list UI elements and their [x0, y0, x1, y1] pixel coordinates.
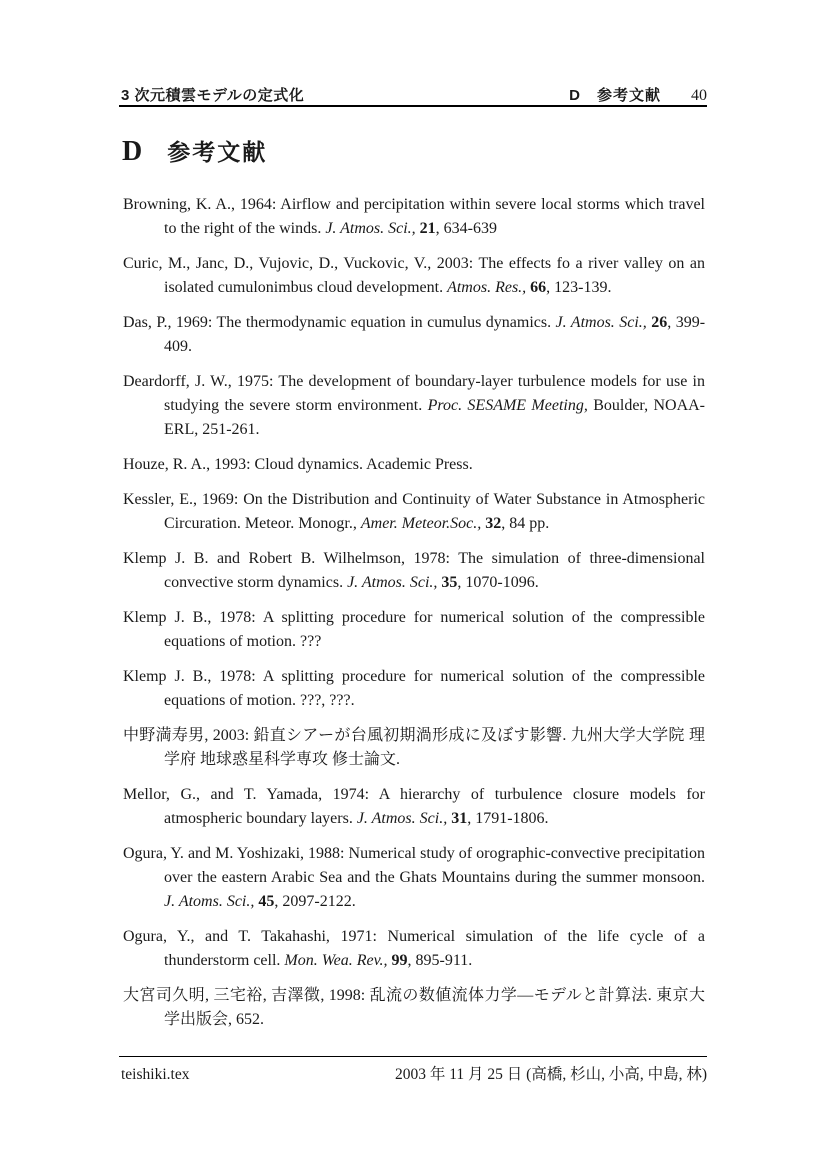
reference-entry: [123, 311, 705, 359]
reference-segment: 大宮司久明, 三宅裕, 吉澤徴, 1998: 乱流の数値流体力学—モデルと計算法. 東京大学出版会, 652.: [123, 987, 705, 1028]
reference-segment: J. Atmos. Sci.,: [356, 810, 448, 827]
footer-rule: [119, 1056, 707, 1057]
reference-segment: Amer. Meteor.Soc.,: [360, 515, 482, 532]
reference-segment: Ogura, Y. and M. Yoshizaki, 1988: Numerical study of orographic-convective precipitation over the eastern Arabic Sea and the Ghats Mountains during the summer monsoon.: [123, 845, 705, 886]
reference-segment: Klemp J. B. and Robert B. Wilhelmson, 1978: The simulation of three-dimensional convective storm dynamics.: [123, 550, 705, 591]
reference-segment: Browning, K. A., 1964: Airflow and percipitation within severe local storms which travel to the right of the winds.: [123, 196, 705, 237]
reference-segment: 32: [485, 515, 502, 532]
reference-entry: [123, 193, 705, 241]
reference-segment: Mon. Wea. Rev.,: [284, 952, 388, 969]
reference-segment: 45: [258, 893, 275, 910]
reference-segment: Ogura, Y., and T. Takahashi, 1971: Numerical simulation of the life cycle of a thunderstorm cell.: [123, 928, 705, 969]
reference-entry: [123, 547, 705, 595]
header-rule: [119, 105, 707, 107]
reference-segment: Mellor, G., and T. Yamada, 1974: A hierarchy of turbulence closure models for atmospheric boundary layers.: [123, 786, 705, 827]
reference-segment: , 895-911.: [407, 952, 473, 969]
reference-segment: Houze, R. A., 1993: Cloud dynamics. Academic Press.: [123, 456, 473, 473]
footer-filename: teishiki.tex: [121, 1066, 190, 1083]
reference-segment: Proc. SESAME Meeting,: [427, 397, 588, 414]
reference-segment: , 634-639: [435, 220, 497, 237]
reference-segment: 26: [651, 314, 668, 331]
reference-segment: , 2097-2122.: [274, 893, 356, 910]
reference-segment: 99: [391, 952, 408, 969]
reference-entry: [123, 453, 705, 477]
reference-segment: , 1070-1096.: [457, 574, 539, 591]
reference-segment: Klemp J. B., 1978: A splitting procedure for numerical solution of the compressible equations of motion. ???: [123, 609, 705, 650]
reference-entry: [123, 984, 705, 1032]
running-head-chapter: 3 次元積雲モデルの定式化: [121, 87, 305, 104]
reference-segment: J. Atmos. Sci.,: [555, 314, 647, 331]
reference-entry: [123, 370, 705, 442]
section-title-text: 参考文献: [167, 139, 268, 165]
reference-entry: [123, 724, 705, 772]
reference-segment: , 399-409.: [164, 314, 706, 355]
reference-segment: Curic, M., Janc, D., Vujovic, D., Vuckovic, V., 2003: The effects fo a river valley on an isolated cumulonimbus cloud development.: [123, 255, 705, 296]
running-head: [121, 84, 707, 105]
reference-segment: , 84 pp.: [501, 515, 550, 532]
reference-entry: [123, 783, 705, 831]
reference-segment: Atmos. Res.,: [447, 279, 527, 296]
reference-list: [123, 193, 705, 1043]
reference-segment: J. Atmos. Sci.,: [325, 220, 416, 237]
reference-segment: Kessler, E., 1969: On the Distribution and Continuity of Water Substance in Atmospheric Circuration. Meteor. Monogr.,: [123, 491, 705, 532]
reference-segment: , 123-139.: [546, 279, 612, 296]
reference-segment: J. Atoms. Sci.,: [164, 893, 255, 910]
running-head-right: [569, 84, 707, 105]
footer-date-authors: 2003 年 11 月 25 日 (高橋, 杉山, 小高, 中島, 林): [395, 1066, 707, 1083]
reference-segment: 21: [419, 220, 436, 237]
reference-segment: Deardorff, J. W., 1975: The development of boundary-layer turbulence models for use in studying the severe storm environment.: [123, 373, 705, 414]
reference-segment: 35: [441, 574, 458, 591]
reference-segment: 中野満寿男, 2003: 鉛直シアーが台風初期渦形成に及ぼす影響. 九州大学大学院 理学府 地球惑星科学専攻 修士論文.: [123, 727, 705, 768]
reference-segment: Klemp J. B., 1978: A splitting procedure for numerical solution of the compressible equations of motion. ???, ???.: [123, 668, 705, 709]
reference-entry: [123, 925, 705, 973]
reference-entry: [123, 252, 705, 300]
reference-segment: 31: [451, 810, 468, 827]
reference-segment: 66: [530, 279, 547, 296]
reference-segment: J. Atmos. Sci.,: [347, 574, 438, 591]
reference-entry: [123, 842, 705, 914]
footer: [121, 1062, 707, 1084]
section-title: [122, 134, 267, 168]
reference-entry: [123, 665, 705, 713]
page-number: 40: [691, 87, 707, 104]
section-number: D: [122, 136, 143, 167]
reference-segment: Das, P., 1969: The thermodynamic equation in cumulus dynamics.: [123, 314, 556, 331]
running-head-section: D 参考文献: [569, 87, 661, 104]
reference-entry: [123, 488, 705, 536]
reference-segment: , 1791-1806.: [467, 810, 549, 827]
reference-segment: Boulder, NOAA-ERL, 251-261.: [164, 397, 706, 438]
reference-entry: [123, 606, 705, 654]
